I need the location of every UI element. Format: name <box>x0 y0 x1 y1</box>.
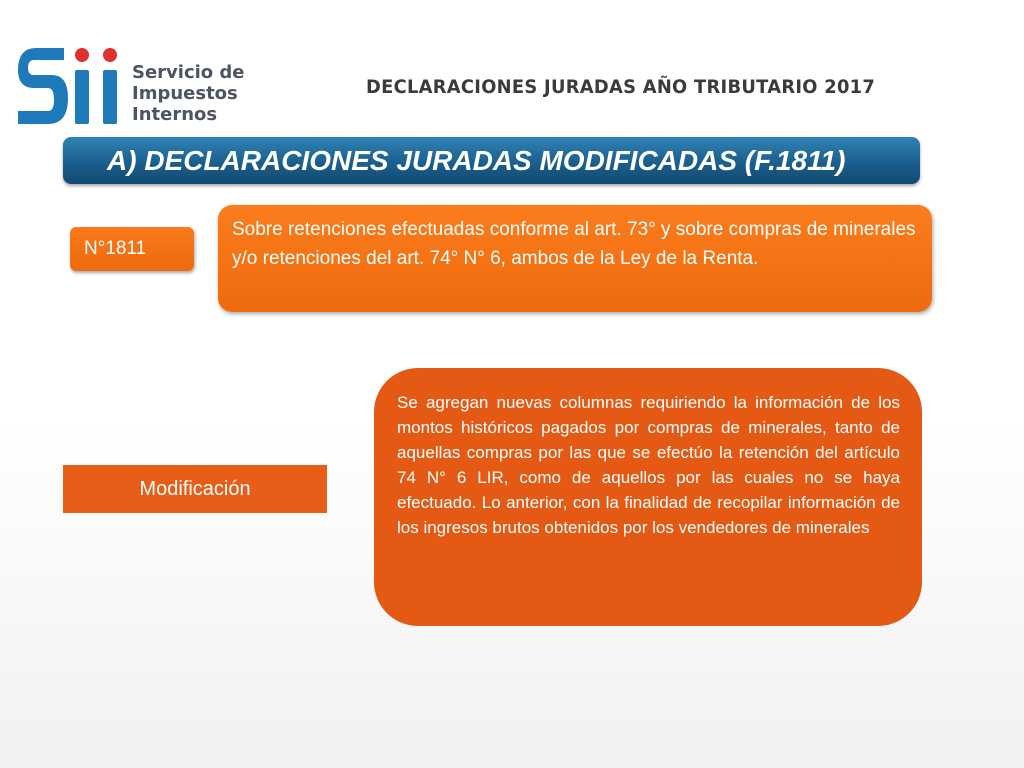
logo-text-line1: Servicio de <box>132 62 245 83</box>
logo-text-line3: Internos <box>132 104 218 125</box>
modification-detail-box: Se agregan nuevas columnas requiriendo la información de los montos históricos pagados por compras de minerales, tanto de aquellas compras por las que se efectúo la retención del artículo 74 N° 6 LIR, como de aquellos por las cuales no se haya efectuado. Lo anterior, con la finalidad de recopilar información de los ingresos brutos obtenidos por los vendedores de minerales <box>374 368 922 626</box>
section-banner: A) DECLARACIONES JURADAS MODIFICADAS (F.1811) <box>63 137 920 184</box>
form-description-box: Sobre retenciones efectuadas conforme al art. 73° y sobre compras de minerales y/o retenciones del art. 74° N° 6, ambos de la Ley de la Renta. <box>218 205 932 312</box>
header-title: DECLARACIONES JURADAS AÑO TRIBUTARIO 2017 <box>366 76 876 98</box>
sii-logo <box>18 44 258 130</box>
form-number-badge: N°1811 <box>70 227 194 271</box>
modification-label: Modificación <box>63 465 327 513</box>
logo-text-line2: Impuestos <box>132 83 238 104</box>
logo-text <box>132 62 245 125</box>
sii-logo-mark <box>18 44 130 130</box>
